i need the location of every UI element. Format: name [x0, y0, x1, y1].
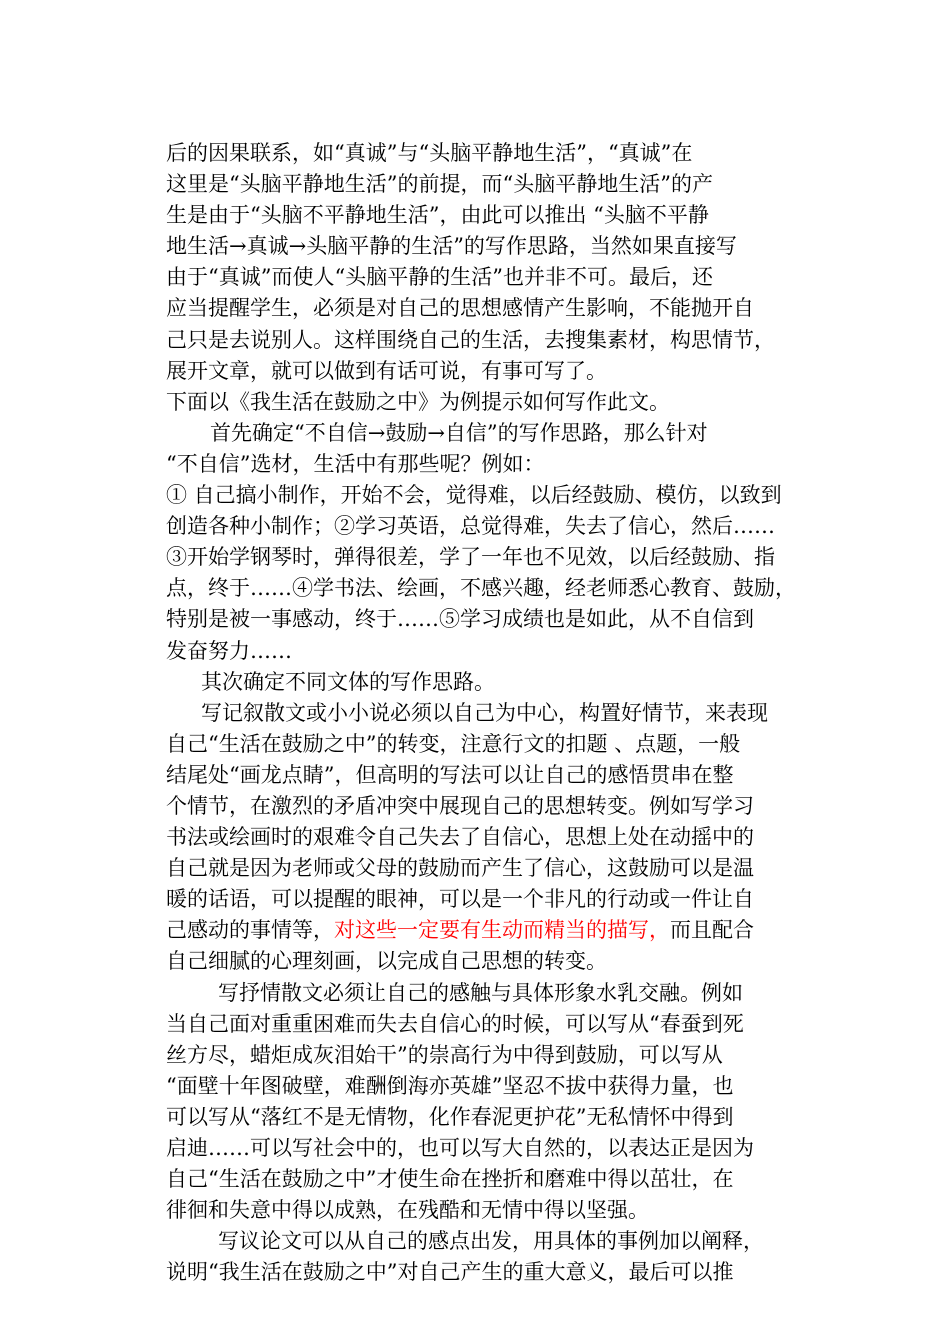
text-line: “不自信”选材，生活中有那些呢？例如：: [166, 451, 545, 476]
text-line: 说明“我生活在鼓励之中”对自己产生的重大意义，最后可以推: [166, 1260, 734, 1285]
text-line: 自己“生活在鼓励之中”才使生命在挫折和磨难中得以茁壮，在: [166, 1167, 734, 1192]
text-line: 可以写从“落红不是无情物，化作春泥更护花”无私情怀中得到: [166, 1104, 734, 1129]
text-line: ① 自己搞小制作，开始不会，觉得难，以后经鼓励、模仿，以致到: [166, 483, 782, 508]
text-line: 书法或绘画时的艰难令自己失去了自信心，思想上处在动摇中的: [166, 825, 754, 850]
text-segment: 而且配合: [670, 918, 754, 943]
text-line: 己只是去说别人。这样围绕自己的生活，去搜集素材，构思情节，: [166, 327, 775, 352]
text-line: 创造各种小制作；②学习英语，总觉得难，失去了信心，然后……: [166, 514, 775, 539]
text-line: 发奋努力……: [166, 638, 292, 663]
text-line: 暖的话语，可以提醒的眼神，可以是一个非凡的行动或一件让自: [166, 887, 754, 912]
text-line: 自己“生活在鼓励之中”的转变，注意行文的扣题 、点题，一般: [166, 731, 741, 756]
text-line: 展开文章，就可以做到有话可说，有事可写了。: [166, 358, 607, 383]
text-line: 写抒情散文必须让自己的感触与具体形象水乳交融。例如: [218, 980, 743, 1005]
text-line: 自己就是因为老师或父母的鼓励而产生了信心，这鼓励可以是温: [166, 856, 754, 881]
text-line: 下面以《我生活在鼓励之中》为例提示如何写作此文。: [166, 389, 670, 414]
text-line: “面壁十年图破壁，难酬倒海亦英雄”坚忍不拔中获得力量，也: [166, 1073, 734, 1098]
text-line: 其次确定不同文体的写作思路。: [201, 669, 495, 694]
text-line: 徘徊和失意中得以成熟，在残酷和无情中得以坚强。: [166, 1198, 649, 1223]
text-line: ③开始学钢琴时，弹得很差，学了一年也不见效，以后经鼓励、指: [166, 545, 775, 570]
text-line: 写记叙散文或小小说必须以自己为中心，构置好情节，来表现: [201, 700, 768, 725]
text-line: 后的因果联系，如“真诚”与“头脑平静地生活”，“真诚”在: [166, 141, 693, 165]
text-line: 丝方尽，蜡炬成灰泪始干”的崇高行为中得到鼓励，可以写从: [166, 1042, 723, 1067]
text-line: 当自己面对重重困难而失去自信心的时候，可以写从“春蚕到死: [166, 1011, 744, 1036]
text-line: 首先确定“不自信→鼓励→自信”的写作思路，那么针对: [210, 420, 708, 445]
text-line: 结尾处“画龙点睛”，但高明的写法可以让自己的感悟贯串在整: [166, 762, 734, 787]
text-line: 应当提醒学生，必须是对自己的思想感情产生影响，不能抛开自: [166, 296, 754, 321]
text-line: 特别是被一事感动，终于……⑤学习成绩也是如此，从不自信到: [166, 607, 754, 632]
body-text: [166, 138, 796, 1288]
text-line: 点，终于……④学书法、绘画，不感兴趣，经老师悉心教育、鼓励，: [166, 576, 796, 601]
text-line: 生是由于“头脑不平静地生活”，由此可以推出 “头脑不平静: [166, 203, 709, 228]
text-line: 个情节，在激烈的矛盾冲突中展现自己的思想转变。例如写学习: [166, 793, 754, 818]
text-line-with-highlight: [166, 915, 788, 946]
highlighted-text: 对这些一定要有生动而精当的描写，: [334, 918, 670, 943]
text-line: 地生活→真诚→头脑平静的生活”的写作思路，当然如果直接写: [166, 234, 737, 259]
text-line: 自己细腻的心理刻画，以完成自己思想的转变。: [166, 949, 607, 974]
text-line: 启迪……可以写社会中的，也可以写大自然的，以表达正是因为: [166, 1136, 754, 1160]
text-line: 由于“真诚”而使人“头脑平静的生活”也并非不可。最后，还: [166, 265, 713, 290]
text-segment: 己感动的事情等，: [166, 918, 334, 943]
text-line: 写议论文可以从自己的感点出发，用具体的事例加以阐释，: [218, 1229, 764, 1254]
text-line: 这里是“头脑平静地生活”的前提，而“头脑平静地生活”的产: [166, 172, 713, 197]
